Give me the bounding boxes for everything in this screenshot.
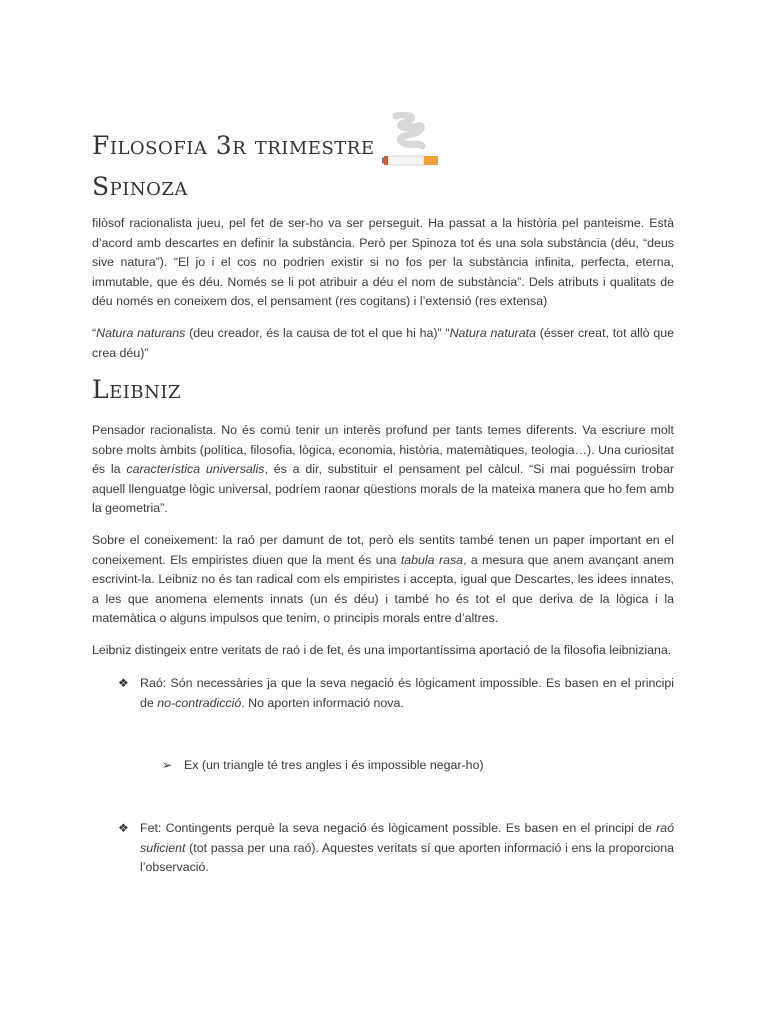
arrow-bullet-icon: ➢ — [162, 758, 173, 772]
text-run: (tot passa per una raó). Aquestes veritats sí que aporten informació i ens la proporciona l’observació. — [140, 840, 674, 875]
text-run: (deu creador, és la causa de tot el que hi ha)” “ — [185, 326, 450, 340]
paragraph-leibniz-veritats: Leibniz distingeix entre veritats de raó i de fet, és una importantíssima aportació de la filosofia leibniziana. — [92, 643, 672, 657]
bullet-diamond-icon: ❖ — [118, 821, 129, 835]
text-run: Pensador racionalista. No és comú tenir un interès profund per tants temes diferents. Va escriure molt sobre molts àmbits (política, filosofia, lògica, economia, història, matemàtiques, teologia…). Una curiositat és la — [92, 423, 674, 477]
term-natura-naturans: Natura naturans — [96, 326, 186, 340]
list-item-example — [162, 756, 674, 776]
term-natura-naturata: Natura naturata — [449, 326, 537, 340]
term-no-contradiccio: no-contradicció — [157, 695, 242, 710]
text-run: , a mesura que anem avançant anem escrivint-la. Leibniz no és tan radical com els empiristes i accepta, igual que Descartes, les idees innates, a les que anomena elements innats (un és déu) i també ho és tot el que deriva de la lògica i la matemàtica o alguns impulsos que tenim, o principis morals entre d’altres. — [92, 552, 675, 626]
text-run: Sobre el coneixement: la raó per damunt de tot, però els sentits també tenen un paper important en el coneixement. Els empiristes diuen que la ment és una — [92, 533, 674, 567]
list-item-fet — [118, 819, 674, 878]
paragraph-natura — [92, 324, 674, 363]
section-heading-leibniz: Leibniz — [92, 375, 181, 404]
text-run: Raó: Són necessàries ja que la seva negació és lògicament impossible. Es basen en el principi de — [140, 676, 674, 710]
cigarette-smoke-icon — [382, 112, 444, 178]
paragraph-leibniz-intro — [92, 421, 674, 519]
list-item-rao — [118, 674, 674, 713]
text-run: , és a dir, substituir el pensament pel càlcul. “Si mai poguéssim trobar aquell llenguatge lògic universal, podríem raonar qüestions morals de la mateixa manera que ho fem amb la geometria”. — [92, 462, 675, 516]
term-rao-suficient: raó suficient — [140, 821, 674, 855]
list-item-example-text: Ex (un triangle té tres angles i és impossible negar-ho) — [184, 758, 484, 772]
bullet-diamond-icon: ❖ — [118, 676, 129, 690]
text-run: . No aporten informació nova. — [241, 695, 404, 710]
paragraph-leibniz-coneixement — [92, 531, 674, 629]
text-run: “ — [92, 326, 97, 340]
text-run: (ésser creat, tot allò que crea déu)” — [92, 326, 674, 360]
term-tabula-rasa: tabula rasa — [400, 552, 464, 567]
paragraph-spinoza-intro: filòsof racionalista jueu, pel fet de ser-ho va ser perseguit. Ha passat a la història pel panteisme. Està d’acord amb descartes en definir la substància. Però per Spinoza tot és una sola substància (déu, “deus sive natura”). “El jo i el cos no podrien existir si no fos per la substància infinita, perfecta, eterna, immutable, que és déu. Només se li pot atribuir a déu el nom de substància”. Dels atributs i qualitats de déu només en coneixem dos, el pensament (res cogitans) i l’extensió (res extensa) — [92, 216, 674, 309]
term-caracteristica-universalis: característica universalis — [126, 462, 265, 477]
document-title — [92, 112, 444, 178]
list-item-rao-text — [140, 674, 674, 713]
section-heading-spinoza: Spinoza — [92, 172, 188, 201]
text-run: Fet: Contingents perquè la seva negació és lògicament possible. Es basen en el principi de — [140, 821, 657, 835]
list-item-fet-text — [140, 819, 674, 878]
document-title-text: Filosofia 3r trimestre — [92, 130, 375, 160]
